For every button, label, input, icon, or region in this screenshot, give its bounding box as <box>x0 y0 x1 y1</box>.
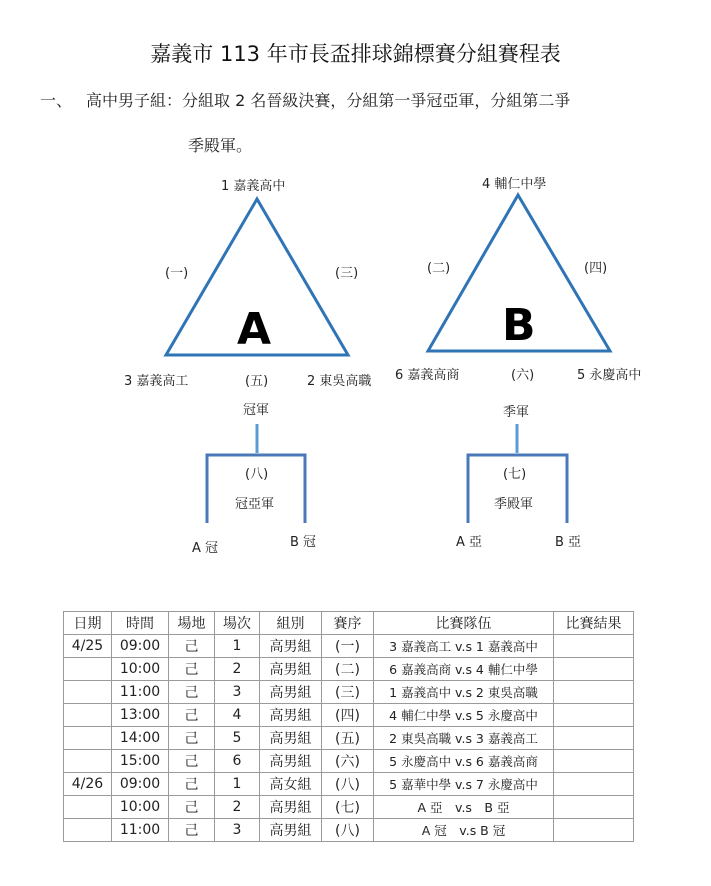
group-a-top-team: 1 嘉義高中 <box>221 179 286 194</box>
cell-result <box>554 773 634 796</box>
header-time: 時間 <box>112 612 169 635</box>
cell-date <box>64 750 112 773</box>
cell-result <box>554 681 634 704</box>
cell-teams: A 亞 v.s B 亞 <box>374 796 554 819</box>
cell-game-no: 1 <box>215 635 260 658</box>
cell-match-order: (六) <box>322 750 374 773</box>
group-b-right-edge-label: (四) <box>584 261 608 276</box>
cell-game-no: 2 <box>215 658 260 681</box>
cell-match-order: (七) <box>322 796 374 819</box>
cell-time: 10:00 <box>112 796 169 819</box>
cell-venue: 己 <box>169 727 215 750</box>
cell-time: 09:00 <box>112 635 169 658</box>
table-row <box>64 819 634 842</box>
cell-division: 高男組 <box>260 681 322 704</box>
cell-division: 高女組 <box>260 773 322 796</box>
cell-result <box>554 819 634 842</box>
section-number: 一、 <box>40 91 73 110</box>
group-a-left-edge-label: (一) <box>165 266 189 281</box>
table-row <box>64 635 634 658</box>
table-header-row <box>64 612 634 635</box>
cell-date <box>64 681 112 704</box>
third-place-left-slot: A 亞 <box>456 535 483 550</box>
cell-match-order: (五) <box>322 727 374 750</box>
cell-time: 15:00 <box>112 750 169 773</box>
cell-result <box>554 750 634 773</box>
cell-game-no: 3 <box>215 681 260 704</box>
cell-date <box>64 704 112 727</box>
group-b-left-edge-label: (二) <box>427 261 451 276</box>
cell-division: 高男組 <box>260 635 322 658</box>
table-row <box>64 727 634 750</box>
header-teams: 比賽隊伍 <box>374 612 554 635</box>
cell-time: 10:00 <box>112 658 169 681</box>
cell-division: 高男組 <box>260 819 322 842</box>
cell-game-no: 2 <box>215 796 260 819</box>
cell-teams: 5 嘉華中學 v.s 7 永慶高中 <box>374 773 554 796</box>
cell-match-order: (三) <box>322 681 374 704</box>
table-row <box>64 773 634 796</box>
cell-venue: 己 <box>169 819 215 842</box>
cell-teams: 5 永慶高中 v.s 6 嘉義高商 <box>374 750 554 773</box>
cell-match-order: (八) <box>322 773 374 796</box>
header-match-order: 賽序 <box>322 612 374 635</box>
section-description-line2: 季殿軍。 <box>188 136 253 155</box>
cell-time: 13:00 <box>112 704 169 727</box>
cell-game-no: 4 <box>215 704 260 727</box>
group-b-letter: B <box>502 300 536 351</box>
cell-date <box>64 796 112 819</box>
cell-teams: 1 嘉義高中 v.s 2 東吳高職 <box>374 681 554 704</box>
cell-venue: 己 <box>169 773 215 796</box>
group-a-letter: A <box>237 304 272 355</box>
cell-teams: 4 輔仁中學 v.s 5 永慶高中 <box>374 704 554 727</box>
cell-time: 14:00 <box>112 727 169 750</box>
final-winner-label: 冠軍 <box>243 403 270 418</box>
cell-teams: A 冠 v.s B 冠 <box>374 819 554 842</box>
cell-date <box>64 819 112 842</box>
group-a-left-team: 3 嘉義高工 <box>124 374 189 389</box>
cell-match-order: (四) <box>322 704 374 727</box>
cell-venue: 己 <box>169 658 215 681</box>
cell-game-no: 3 <box>215 819 260 842</box>
header-division: 組別 <box>260 612 322 635</box>
group-a-right-edge-label: (三) <box>335 266 359 281</box>
cell-date <box>64 658 112 681</box>
header-date: 日期 <box>64 612 112 635</box>
page-title: 嘉義市 113 年市長盃排球錦標賽分組賽程表 <box>150 42 561 66</box>
cell-result <box>554 704 634 727</box>
cell-time: 09:00 <box>112 773 169 796</box>
cell-venue: 己 <box>169 681 215 704</box>
cell-division: 高男組 <box>260 727 322 750</box>
group-b-right-team: 5 永慶高中 <box>577 368 642 383</box>
table-row <box>64 658 634 681</box>
cell-match-order: (一) <box>322 635 374 658</box>
cell-result <box>554 658 634 681</box>
cell-venue: 己 <box>169 635 215 658</box>
cell-time: 11:00 <box>112 819 169 842</box>
final-right-slot: B 冠 <box>290 535 317 550</box>
header-result: 比賽結果 <box>554 612 634 635</box>
final-left-slot: A 冠 <box>192 541 219 556</box>
third-place-right-slot: B 亞 <box>555 535 582 550</box>
cell-teams: 3 嘉義高工 v.s 1 嘉義高中 <box>374 635 554 658</box>
cell-venue: 己 <box>169 796 215 819</box>
cell-venue: 己 <box>169 750 215 773</box>
cell-date <box>64 727 112 750</box>
cell-teams: 6 嘉義高商 v.s 4 輔仁中學 <box>374 658 554 681</box>
cell-date: 4/26 <box>64 773 112 796</box>
table-row <box>64 704 634 727</box>
cell-division: 高男組 <box>260 750 322 773</box>
cell-division: 高男組 <box>260 658 322 681</box>
cell-date: 4/25 <box>64 635 112 658</box>
cell-result <box>554 635 634 658</box>
cell-venue: 己 <box>169 704 215 727</box>
cell-game-no: 5 <box>215 727 260 750</box>
header-venue: 場地 <box>169 612 215 635</box>
cell-teams: 2 東吳高職 v.s 3 嘉義高工 <box>374 727 554 750</box>
cell-time: 11:00 <box>112 681 169 704</box>
cell-result <box>554 727 634 750</box>
third-place-match-number: (七) <box>503 467 527 482</box>
cell-division: 高男組 <box>260 796 322 819</box>
schedule-table <box>63 611 634 842</box>
third-place-winner-label: 季軍 <box>503 405 530 420</box>
group-b-top-team: 4 輔仁中學 <box>482 177 547 192</box>
table-row <box>64 796 634 819</box>
final-match-name: 冠亞軍 <box>235 497 275 512</box>
table-row <box>64 750 634 773</box>
group-b-bottom-edge-label: (六) <box>511 368 535 383</box>
third-place-match-name: 季殿軍 <box>494 497 534 512</box>
cell-match-order: (二) <box>322 658 374 681</box>
cell-game-no: 1 <box>215 773 260 796</box>
section-description-line1: 高中男子組：分組取 2 名晉級決賽，分組第一爭冠亞軍，分組第二爭 <box>86 91 571 110</box>
group-b-left-team: 6 嘉義高商 <box>395 368 460 383</box>
cell-match-order: (八) <box>322 819 374 842</box>
header-game-no: 場次 <box>215 612 260 635</box>
final-match-number: (八) <box>245 467 269 482</box>
cell-game-no: 6 <box>215 750 260 773</box>
cell-division: 高男組 <box>260 704 322 727</box>
table-row <box>64 681 634 704</box>
group-a-right-team: 2 東吳高職 <box>307 374 372 389</box>
cell-result <box>554 796 634 819</box>
group-a-bottom-edge-label: (五) <box>245 374 269 389</box>
